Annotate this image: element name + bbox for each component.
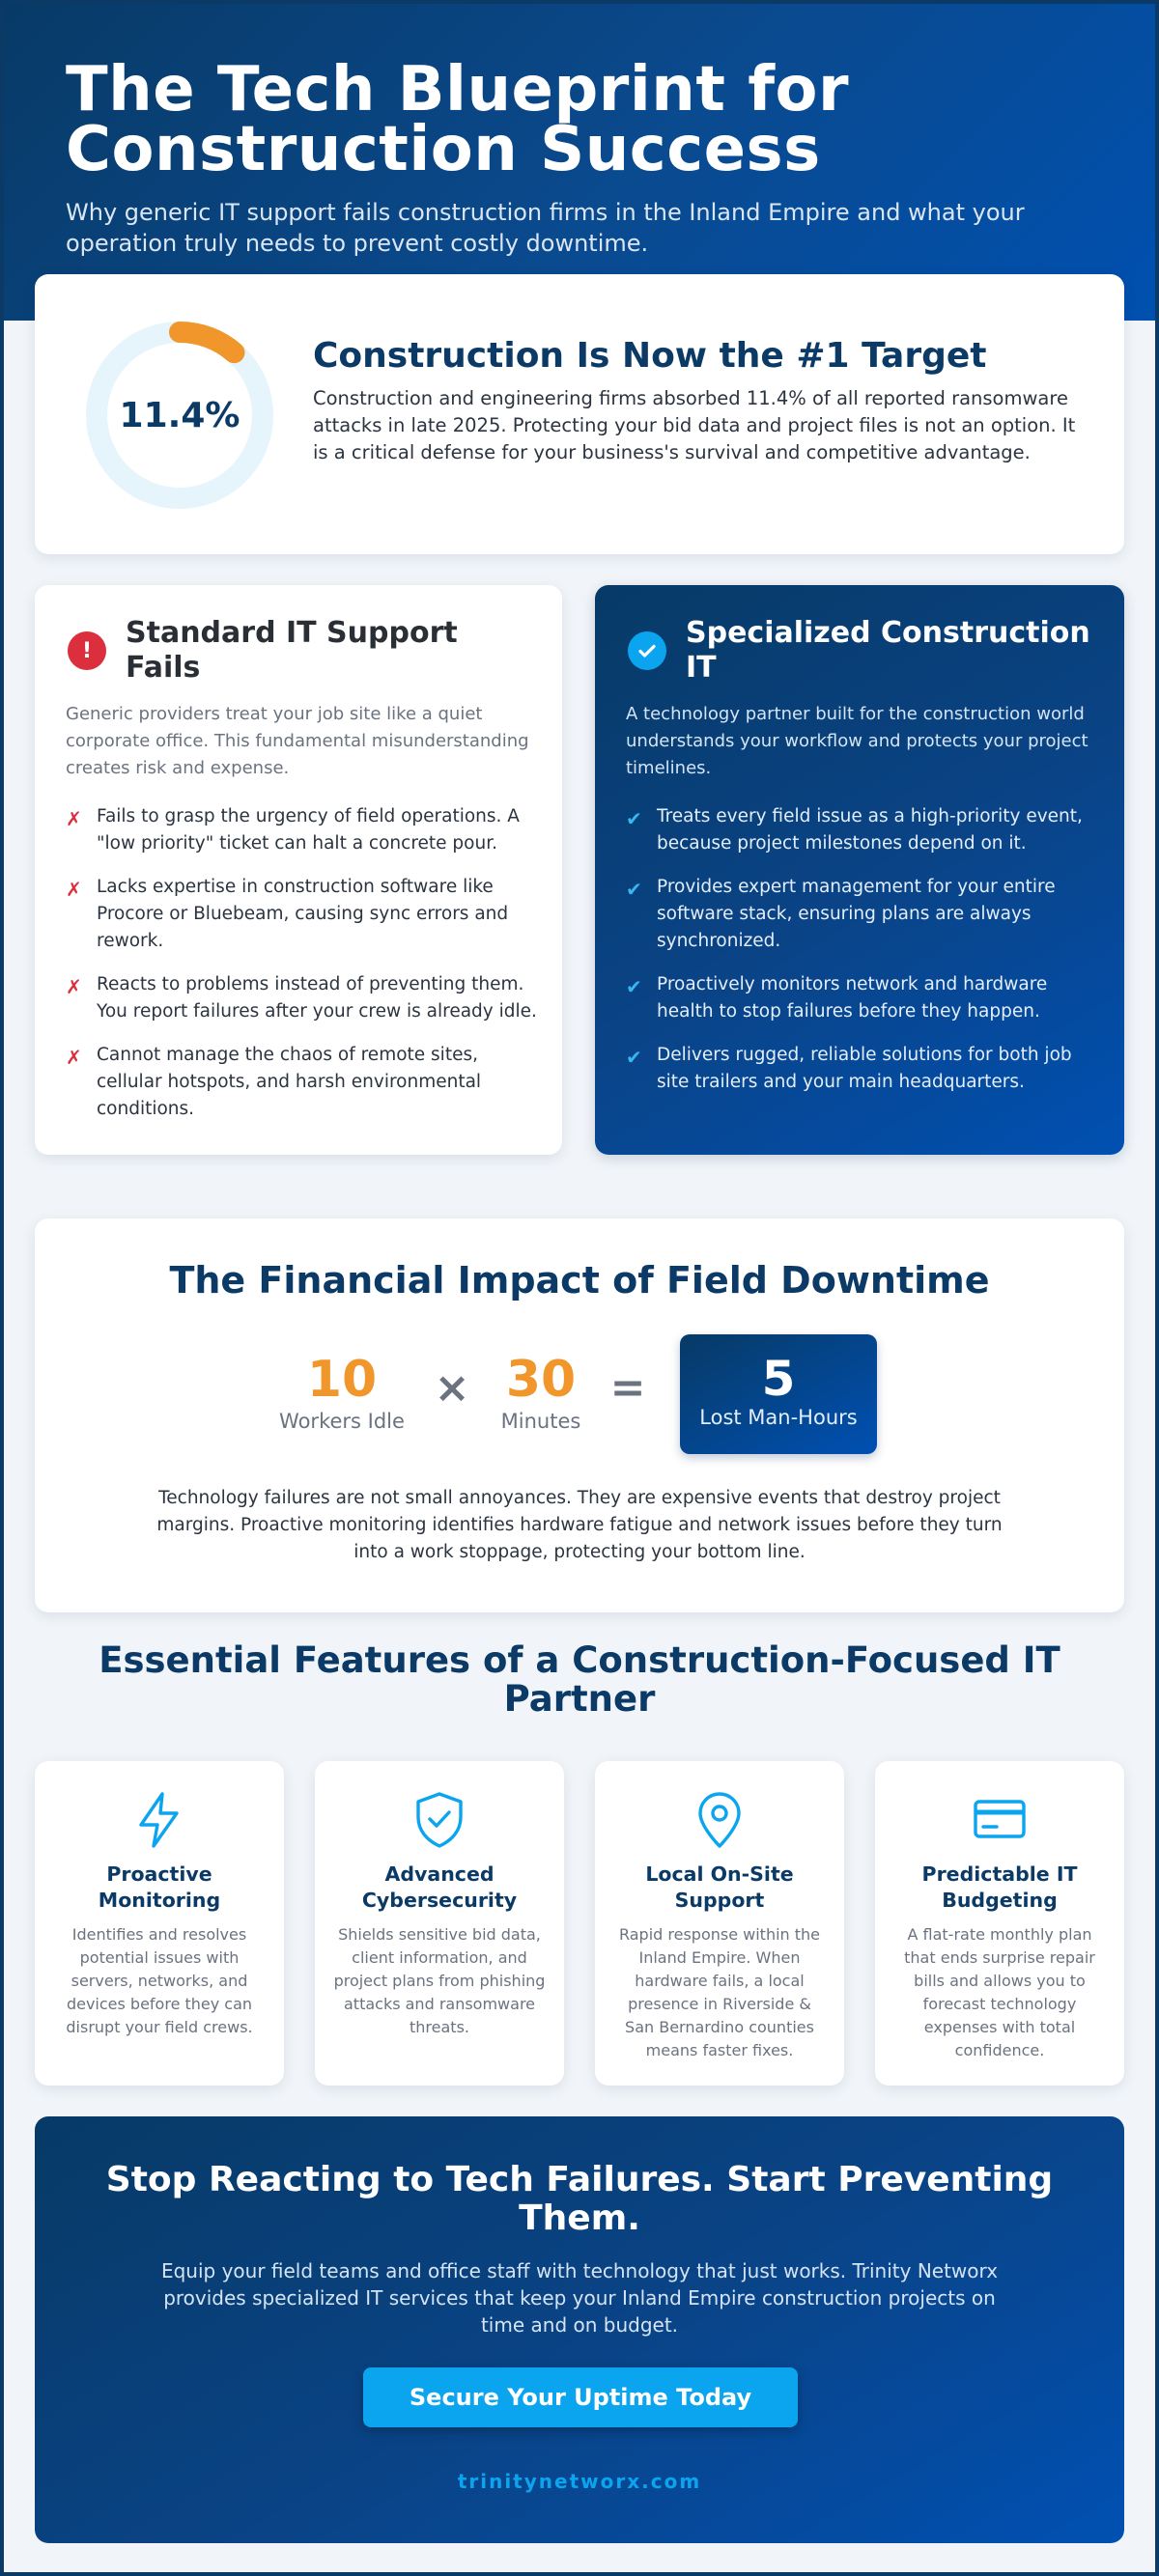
cta-title: Stop Reacting to Tech Failures. Start Preventing Them. [105, 2160, 1054, 2238]
feature-card-local-onsite-support [595, 1761, 844, 2086]
lost-man-hours-box [680, 1334, 877, 1454]
list-item [626, 803, 1099, 857]
standard-it-card [35, 585, 562, 1155]
standard-it-list [66, 803, 539, 1139]
specialized-it-intro: A technology partner built for the construction world understands your workflow and protects your project timelines. [626, 704, 1088, 778]
minutes-stat [464, 1352, 618, 1433]
features-heading: Essential Features of a Construction-Focused IT Partner [99, 1639, 1060, 1720]
feature-description: A flat-rate monthly plan that ends surprise repair bills and allows you to forecast technology expenses with total confidence. [904, 1925, 1095, 2059]
cta-description: Equip your field teams and office staff with technology that just works. Trinity Networx provides specialized IT services that keep your Inland Empire construction projects on time and on budget. [160, 2259, 999, 2337]
x-mark-icon: ✗ [66, 878, 82, 901]
stat-value: 11.4% [119, 395, 240, 435]
x-mark-icon: ✗ [66, 1046, 82, 1069]
lost-man-hours-label: Lost Man-Hours [699, 1406, 858, 1429]
list-item [66, 971, 539, 1025]
equals-symbol: = [609, 1363, 646, 1413]
feature-title: Proactive Monitoring [98, 1862, 221, 1912]
list-item-text: Cannot manage the chaos of remote sites, cellular hotspots, and harsh environmental conditions. [97, 1045, 482, 1119]
list-item [66, 803, 539, 857]
list-item-text: Delivers rugged, reliable solutions for both job site trailers and your main headquarters. [657, 1045, 1072, 1092]
workers-idle-stat [265, 1352, 419, 1433]
feature-card-advanced-cybersecurity [315, 1761, 564, 2086]
feature-card-proactive-monitoring [35, 1761, 284, 2086]
lost-man-hours-value: 5 [761, 1351, 796, 1407]
stat-title: Construction Is Now the #1 Target [313, 336, 987, 376]
specialized-it-title: Specialized Construction IT [686, 616, 1090, 685]
standard-it-title: Standard IT Support Fails [126, 616, 458, 685]
hero-banner [0, 0, 1159, 321]
ransomware-stat-card [35, 274, 1124, 554]
list-item [626, 874, 1099, 955]
check-mark-icon: ✔ [626, 878, 642, 901]
call-to-action-banner [35, 2116, 1124, 2543]
feature-title: Predictable IT Budgeting [921, 1862, 1078, 1912]
website-link[interactable]: trinitynetworx.com [457, 2470, 702, 2493]
feature-description: Identifies and resolves potential issues with servers, networks, and devices before they can disrupt your field crews. [66, 1925, 253, 2036]
exclamation-icon: ! [68, 631, 106, 670]
list-item-text: Proactively monitors network and hardware health to stop failures before they happen. [657, 974, 1048, 1022]
check-mark-icon: ✔ [626, 1046, 642, 1069]
x-mark-icon: ✗ [66, 975, 82, 998]
secure-uptime-button[interactable]: Secure Your Uptime Today [363, 2367, 798, 2427]
list-item [66, 1042, 539, 1123]
financial-impact-description: Technology failures are not small annoyances. They are expensive events that destroy project margins. Proactive monitoring identifies hardware fatigue and network issues before they turn into a work stoppage, protecting your bottom line. [156, 1488, 1003, 1562]
list-item [66, 874, 539, 955]
multiply-symbol: × [434, 1363, 470, 1413]
feature-card-predictable-budgeting [875, 1761, 1124, 2086]
list-item-text: Provides expert management for your entire software stack, ensuring plans are always synchronized. [657, 877, 1056, 951]
stat-description: Construction and engineering firms absorbed 11.4% of all reported ransomware attacks in late 2025. Protecting your bid data and project files is not an option. It is a critical defense for your business's survival and competitive advantage. [313, 387, 1076, 463]
lightning-icon [126, 1786, 193, 1854]
specialized-it-card [595, 585, 1124, 1155]
standard-it-intro: Generic providers treat your job site like a quiet corporate office. This fundamental misunderstanding creates risk and expense. [66, 704, 529, 778]
credit-card-icon [966, 1786, 1033, 1854]
page-subtitle: Why generic IT support fails construction firms in the Inland Empire and what your operation truly needs to prevent costly downtime. [66, 199, 1025, 257]
list-item [626, 971, 1099, 1025]
location-pin-icon [686, 1786, 753, 1854]
minutes-value: 30 [505, 1351, 577, 1409]
list-item-text: Lacks expertise in construction software like Procore or Bluebeam, causing sync errors and rework. [97, 877, 509, 951]
specialized-it-list [626, 803, 1099, 1112]
feature-description: Shields sensitive bid data, client information, and project plans from phishing attacks and ransomware threats. [333, 1925, 546, 2036]
check-badge-icon [628, 631, 666, 670]
workers-idle-label: Workers Idle [279, 1410, 405, 1433]
x-mark-icon: ✗ [66, 807, 82, 830]
financial-impact-title: The Financial Impact of Field Downtime [169, 1259, 990, 1302]
list-item-text: Fails to grasp the urgency of field operations. A "low priority" ticket can halt a concrete pour. [97, 806, 520, 854]
list-item-text: Treats every field issue as a high-priority event, because project milestones depend on it. [657, 806, 1083, 854]
minutes-label: Minutes [500, 1410, 581, 1433]
shield-check-icon [406, 1786, 473, 1854]
feature-title: Local On-Site Support [645, 1862, 794, 1912]
feature-title: Advanced Cybersecurity [361, 1862, 518, 1912]
page-title: The Tech Blueprint for Construction Success [66, 54, 850, 185]
check-mark-icon: ✔ [626, 807, 642, 830]
financial-impact-card [35, 1218, 1124, 1612]
list-item [626, 1042, 1099, 1096]
list-item-text: Reacts to problems instead of preventing them. You report failures after your crew is already idle. [97, 974, 537, 1022]
check-mark-icon: ✔ [626, 975, 642, 998]
feature-description: Rapid response within the Inland Empire. When hardware fails, a local presence in Riverside & San Bernardino counties means faster fixes. [618, 1925, 821, 2059]
workers-idle-value: 10 [306, 1351, 378, 1409]
